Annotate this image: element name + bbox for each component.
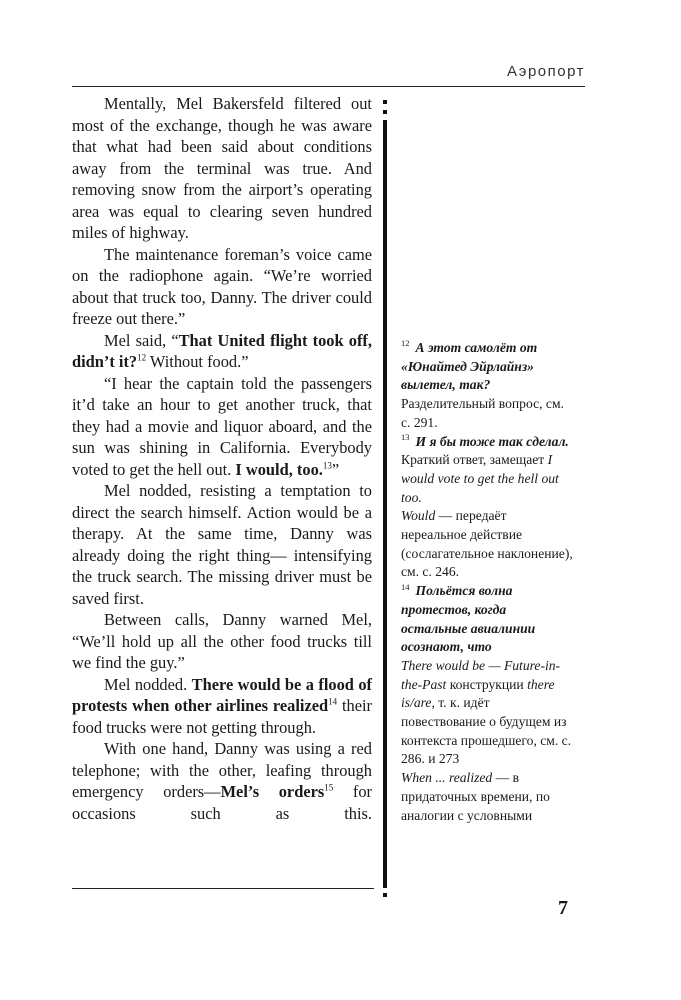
annotation-text: Разделительный вопрос, см. с. 291. bbox=[401, 396, 564, 430]
paragraph bbox=[72, 373, 372, 481]
footnote-ref: 15 bbox=[324, 782, 334, 793]
text-run: With one hand, Danny was using a red telephone; with the other, leafing through emergency orders— bbox=[72, 739, 372, 801]
annotation-number: 12 bbox=[401, 338, 410, 349]
text-run: Mel nodded. bbox=[104, 674, 192, 694]
annotation-title: И я бы тоже так сделал. bbox=[415, 433, 569, 449]
divider-dot bbox=[383, 100, 387, 104]
paragraph bbox=[72, 738, 372, 824]
bottom-rule bbox=[72, 888, 374, 889]
text-run: for occasions such as this. bbox=[72, 782, 372, 823]
annotation-term: there is/are bbox=[401, 676, 555, 711]
text-run: Mel said, “ bbox=[104, 330, 179, 350]
annotation-title: А этот самолёт от «Юнайтед Эйрлайнз» вылетел, так? bbox=[401, 340, 538, 393]
text-run: ” bbox=[331, 459, 340, 479]
footnote-ref: 14 bbox=[328, 696, 338, 707]
annotation-example: I would vote to get the hell out too. bbox=[401, 452, 559, 505]
annotation-term: There would be — Future-in-the-Past bbox=[401, 657, 561, 692]
highlighted-phrase: That United flight took off, didn’t it? bbox=[72, 330, 372, 371]
highlighted-phrase: There would be a flood of protests when other airlines realized bbox=[72, 674, 372, 715]
footnote-ref: 13 bbox=[322, 460, 332, 471]
annotation-text: — в придаточных времени, по аналогии с условными bbox=[401, 770, 550, 823]
divider-dot bbox=[383, 893, 387, 897]
annotation-text: , т. к. идёт повествование о будущем из контекста прошедшего, см. с. 286. и 273 bbox=[401, 695, 572, 767]
text-run: Without food.” bbox=[146, 352, 249, 371]
annotation-term: Would bbox=[401, 508, 436, 524]
paragraph: Between calls, Danny warned Mel, “We’ll hold up all the other food trucks till we find the guy.” bbox=[72, 610, 372, 672]
annotation-12 bbox=[401, 339, 573, 433]
paragraph bbox=[72, 330, 372, 373]
annotation-number: 14 bbox=[401, 581, 410, 592]
main-text-column bbox=[72, 93, 372, 824]
paragraph bbox=[72, 674, 372, 739]
annotation-text: — передаёт нереальное действие (сослагательное наклонение), см. с. 246. bbox=[401, 508, 573, 580]
annotation-column bbox=[401, 339, 573, 825]
divider-dot bbox=[383, 110, 387, 114]
text-run: their food trucks were not getting through. bbox=[72, 696, 372, 737]
annotation-14 bbox=[401, 582, 573, 825]
paragraph: Mentally, Mel Bakersfeld filtered out most of the exchange, though he was aware that what had been said about conditions away from the terminal was true. And removing snow from the airport’s operating area was equal to clearing seven hundred miles of highway. bbox=[72, 94, 372, 242]
annotation-text: Краткий ответ, замещает bbox=[401, 452, 548, 468]
running-header-title: Аэропорт bbox=[506, 63, 585, 80]
highlighted-phrase: I would, too. bbox=[235, 459, 323, 479]
annotation-number: 13 bbox=[401, 431, 410, 442]
page-number: 7 bbox=[558, 897, 568, 919]
paragraph: The maintenance foreman’s voice came on the radiophone again. “We’re worried about that truck too, Danny. The driver could freeze out there.” bbox=[72, 244, 372, 328]
annotation-term: When ... realized bbox=[401, 770, 493, 786]
column-divider bbox=[383, 120, 387, 888]
annotation-13 bbox=[401, 433, 573, 583]
footnote-ref: 12 bbox=[137, 352, 147, 363]
text-run: “I hear the captain told the passengers it’d take an hour to get another truck, that they had a movie and liquor aboard, and the sun was shining in California. Everybody voted to get the hell out. bbox=[72, 373, 372, 479]
header-rule bbox=[72, 86, 585, 87]
annotation-title: Польётся волна протестов, когда остальные авиалинии осознают, что bbox=[401, 583, 536, 655]
paragraph: Mel nodded, resisting a temptation to direct the search himself. Action would be a therapy. At the same time, Danny was already doing the right thing— intensifying the truck search. The missing driver must be saved first. bbox=[72, 481, 372, 608]
annotation-text: конструкции bbox=[446, 676, 528, 692]
highlighted-phrase: Mel’s orders bbox=[220, 782, 325, 801]
